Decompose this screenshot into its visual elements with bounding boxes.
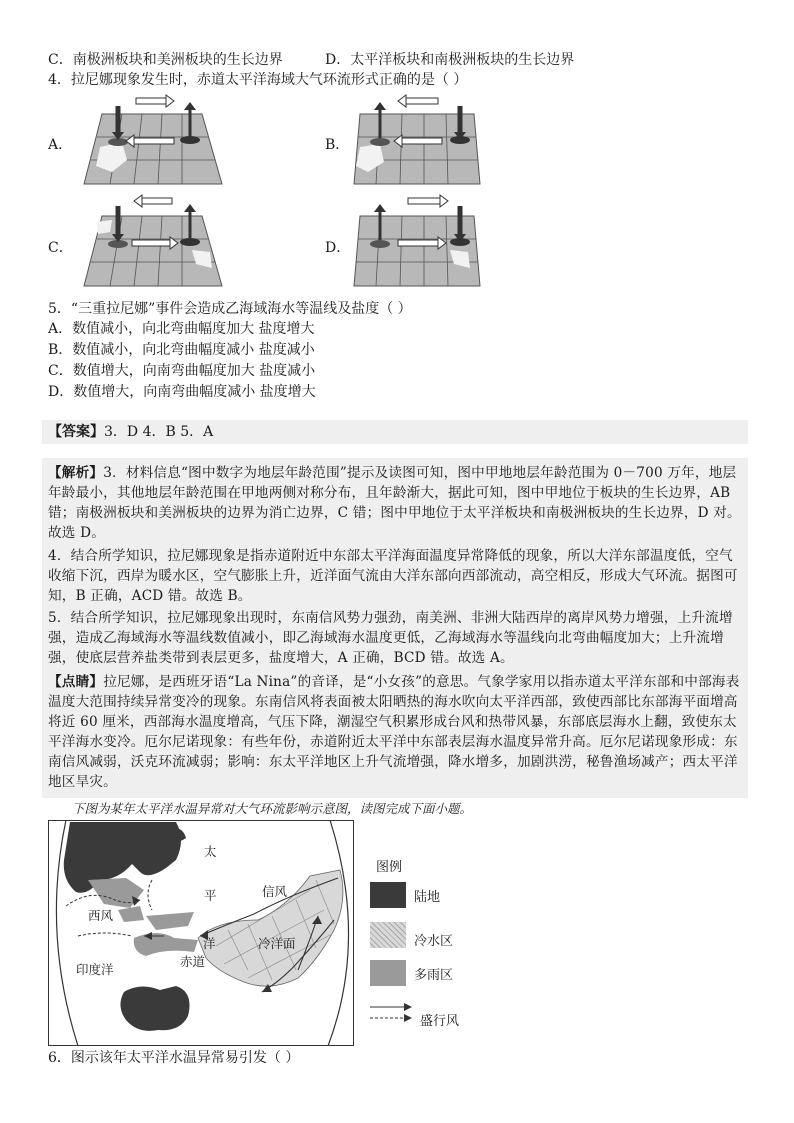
- q4-label-b: B．: [325, 137, 350, 153]
- analysis-p2: 4．结合所学知识，拉尼娜现象是指赤道附近中东部太平洋海面温度异常降低的现象，所以大洋东部温度低，空气收缩下沉，西岸为暖水区，空气膨胀上升，近洋面气流由大洋东部向西部流动，高空相反，形成大气环流。据图可知，B 正确，ACD 错。故选 B。: [48, 548, 738, 604]
- legend-title: 图例: [376, 860, 403, 875]
- legend-cold-label: 冷水区: [414, 934, 454, 949]
- analysis-p1: [48, 463, 746, 543]
- answer-line: [48, 422, 213, 442]
- q4-stem: 4．拉尼娜现象发生时，赤道太平洋海域大气环流形式正确的是（ ）: [48, 72, 468, 88]
- legend-wind-icon: [368, 1002, 414, 1024]
- tip-tag: 【点睛】: [48, 674, 104, 690]
- legend-rain-swatch: [370, 960, 406, 986]
- q4-label-c: C．: [48, 240, 73, 256]
- q4-figure-b: [346, 92, 506, 192]
- q5-option-c: C．数值增大，向南弯曲幅度加大 盐度减小: [48, 363, 316, 379]
- figure-intro: 下图为某年太平洋水温异常对大气环流影响示意图，读图完成下面小题。: [72, 801, 473, 816]
- map-label-tai: 太: [204, 844, 217, 859]
- legend-rain-label: 多雨区: [414, 968, 454, 983]
- analysis-p1-text: 3．材料信息“图中数字为地层年龄范围”提示及读图可知，图中甲地地层年龄范围为 0－700 万年，地层年龄最小，其他地层年龄范围在甲地两侧对称分布，且年龄渐大，据此可知，图中甲地位于板块的生长边界，AB 错；南极洲板块和美洲板块的边界为消亡边界，C 错；图中甲地位于太平洋板块和南极洲板块的生长边界，D 对。故选 D。: [48, 465, 741, 541]
- answer-text: 3．D 4．B 5．A: [104, 424, 214, 440]
- map-label-yinduyang: 印度洋: [76, 962, 114, 977]
- q5-option-b: B．数值减小，向北弯曲幅度减小 盐度减小: [48, 342, 315, 358]
- tip-text: 拉尼娜，是西班牙语“La Nina”的音译，是“小女孩”的意思。气象学家用以指赤道太平洋东部和中部海表温度大范围持续异常变冷的现象。东南信风将表面被太阳晒热的海水吹向太平洋西部，致使西部比东部海平面增高将近 60 厘米，西部海水温度增高，气压下降，潮湿空气积累形成台风和热带风暴，东部底层海水上翻，致使东太平洋海水变冷。厄尔尼诺现象：有些年份，赤道附近太平洋中东部表层海水温度异常升高。厄尔尼诺现象形成：东南信风减弱，沃克环流减弱；影响：东太平洋地区上升气流增强，降水增多，加剧洪涝，秘鲁渔场减产；西太平洋地区旱灾。: [48, 674, 740, 790]
- map-label-ping: 平: [204, 888, 217, 903]
- legend-land-label: 陆地: [414, 890, 441, 905]
- q4-label-a: A．: [48, 137, 73, 153]
- map-label-xinfeng: 信风: [262, 884, 288, 899]
- q5-option-d: D．数值增大，向南弯曲幅度减小 盐度增大: [48, 384, 316, 400]
- legend-cold-swatch: [370, 922, 406, 948]
- q3-option-d: D．太平洋板块和南极洲板块的生长边界: [325, 52, 575, 68]
- pacific-map: [48, 820, 354, 1046]
- map-label-chidao: 赤道: [180, 954, 206, 969]
- q4-figure-d: [346, 192, 506, 292]
- q4-label-d: D．: [325, 240, 351, 256]
- q3-option-c: C．南极洲板块和美洲板块的生长边界: [48, 52, 283, 68]
- analysis-tip: [48, 672, 746, 792]
- q5-stem: 5．“三重拉尼娜”事件会造成乙海域海水等温线及盐度（ ）: [48, 301, 412, 317]
- legend-wind-label: 盛行风: [420, 1014, 460, 1029]
- map-label-lengyangmian: 冷洋面: [258, 936, 296, 951]
- analysis-tag: 【解析】: [48, 465, 104, 481]
- analysis-p3: 5．结合所学知识，拉尼娜现象出现时，东南信风势力强劲，南美洲、非洲大陆西岸的离岸风势力增强，上升流增强，造成乙海域海水等温线数值减小，即乙海域海水温度更低，乙海域海水等温线向北弯曲幅度加大；上升流增强，使底层营养盐类带到表层更多，盐度增大，A 正确，BCD 错。故选 A。: [48, 610, 733, 666]
- map-label-xifeng: 西风: [88, 908, 114, 923]
- q6-stem: 6．图示该年太平洋水温异常易引发（ ）: [48, 1050, 300, 1066]
- q4-figure-c: [72, 192, 232, 292]
- q5-option-a: A．数值减小，向北弯曲幅度加大 盐度增大: [48, 321, 315, 337]
- map-label-yang: 洋: [203, 936, 216, 951]
- q4-figure-a: [72, 92, 232, 192]
- answer-tag: 【答案】: [48, 424, 104, 440]
- legend-land-swatch: [370, 882, 406, 908]
